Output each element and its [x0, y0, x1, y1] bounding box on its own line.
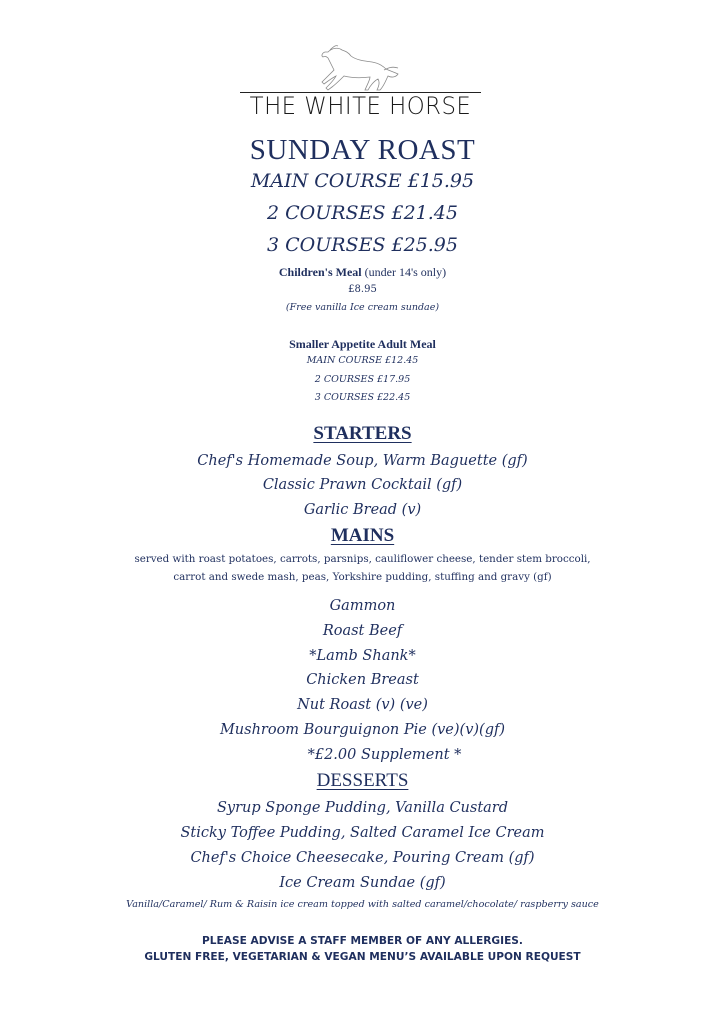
- menu-title: SUNDAY ROAST: [249, 134, 476, 166]
- price-main-course: MAIN COURSE £15.95: [250, 170, 475, 192]
- brand-name: THE WHITE HORSE: [249, 92, 472, 120]
- main-item: Roast Beef: [322, 623, 403, 639]
- mains-heading: MAINS: [330, 525, 395, 546]
- childrens-meal-label: Children's Meal: [278, 265, 362, 279]
- dessert-item: Syrup Sponge Pudding, Vanilla Custard: [216, 800, 509, 816]
- mains-supplement: *£2.00 Supplement *: [307, 747, 462, 763]
- childrens-meal-price: £8.95: [348, 284, 377, 295]
- desserts-heading: DESSERTS: [316, 770, 409, 791]
- main-item: Mushroom Bourguignon Pie (ve)(v)(gf): [219, 722, 506, 738]
- main-item: Nut Roast (v) (ve): [297, 697, 428, 713]
- main-item: Chicken Breast: [306, 672, 419, 688]
- dietary-menu-notice: GLUTEN FREE, VEGETARIAN & VEGAN MENU’S AVAILABLE UPON REQUEST: [144, 951, 581, 963]
- smaller-appetite-main: MAIN COURSE £12.45: [306, 355, 419, 366]
- smaller-appetite-label: Smaller Appetite Adult Meal: [289, 337, 436, 351]
- starter-item: Classic Prawn Cocktail (gf): [262, 477, 463, 493]
- allergy-notice: PLEASE ADVISE A STAFF MEMBER OF ANY ALLERGIES.: [202, 935, 523, 947]
- dessert-item: Chef's Choice Cheesecake, Pouring Cream (gf): [190, 850, 535, 866]
- dessert-item: Sticky Toffee Pudding, Salted Caramel Ice Cream: [180, 825, 545, 841]
- starter-item: Chef's Homemade Soup, Warm Baguette (gf): [197, 453, 528, 469]
- starters-heading: STARTERS: [313, 423, 412, 444]
- starter-item: Garlic Bread (v): [303, 502, 422, 518]
- childrens-meal-condition: (under 14's only): [364, 265, 447, 279]
- desserts-note: Vanilla/Caramel/ Rum & Raisin ice cream topped with salted caramel/chocolate/ raspberry sauce: [126, 899, 599, 910]
- main-item: *Lamb Shank*: [309, 648, 416, 664]
- mains-description-line: carrot and swede mash, peas, Yorkshire pudding, stuffing and gravy (gf): [173, 571, 552, 583]
- dessert-item: Ice Cream Sundae (gf): [279, 875, 446, 891]
- mains-description-line: served with roast potatoes, carrots, parsnips, cauliflower cheese, tender stem broccoli,: [134, 553, 591, 565]
- price-3-courses: 3 COURSES £25.95: [267, 234, 458, 256]
- price-2-courses: 2 COURSES £21.45: [267, 202, 458, 224]
- childrens-meal-note: (Free vanilla Ice cream sundae): [285, 302, 440, 313]
- horse-icon: [318, 44, 402, 94]
- main-item: Gammon: [329, 598, 396, 614]
- childrens-meal: [0, 264, 725, 280]
- smaller-appetite-3-courses: 3 COURSES £22.45: [314, 392, 411, 403]
- smaller-appetite-2-courses: 2 COURSES £17.95: [314, 374, 411, 385]
